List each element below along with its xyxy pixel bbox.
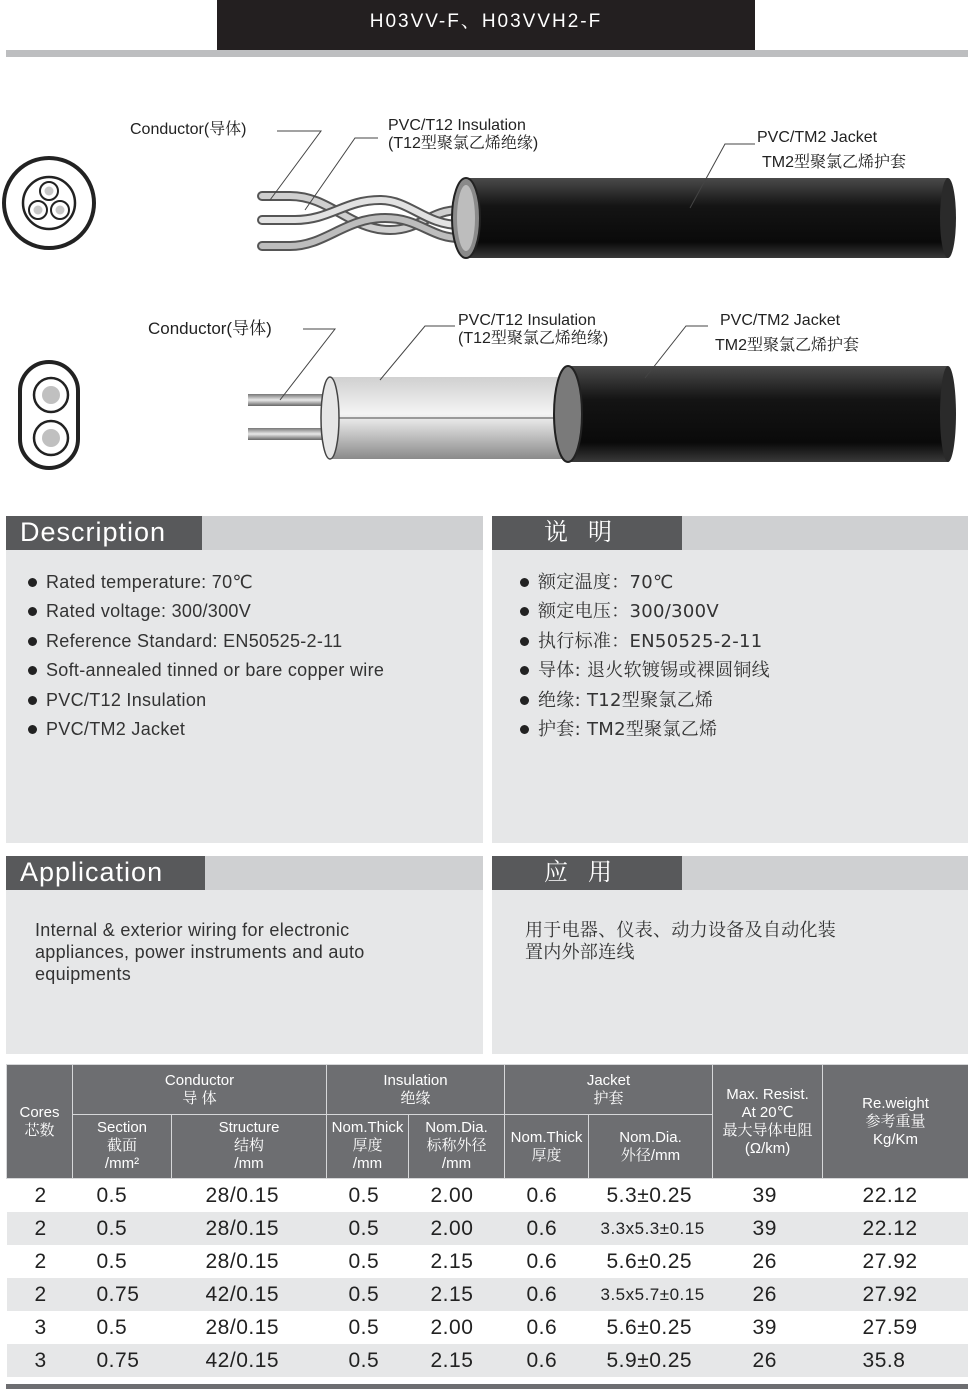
header-max-resist: Max. Resist. At 20℃ 最大导体电阻 (Ω/km) (713, 1065, 823, 1179)
round-conductor-label: Conductor(导体) (130, 121, 247, 138)
bottom-divider (6, 1384, 968, 1389)
flat-insulation-label (458, 312, 608, 349)
round-jacket-label-en: PVC/TM2 Jacket (757, 129, 878, 146)
header-ins-thick: Nom.Thick 厚度 /mm (327, 1115, 409, 1179)
description-heading-en: Description (6, 516, 202, 550)
flat-cable-side-view (248, 366, 956, 462)
flat-insulation-label-cn: (T12型聚氯乙烯绝缘) (458, 330, 609, 348)
flat-jacket-label-cn: TM2型聚氯乙烯护套 (715, 337, 860, 354)
round-cable-side-view (262, 178, 956, 258)
table-row: 2 0.5 28/0.15 0.5 2.00 0.6 5.3±0.25 39 22.12 (7, 1179, 968, 1213)
header-ins-dia: Nom.Dia. 标称外径 /mm (409, 1115, 505, 1179)
page-title: H03VV-F、H03VVH2-F (217, 0, 755, 50)
header-jk-thick: Nom.Thick 厚度 (505, 1115, 589, 1179)
description-list-en (26, 568, 384, 744)
table-row: 2 0.5 28/0.15 0.5 2.15 0.6 5.6±0.25 26 27.92 (7, 1245, 968, 1278)
application-text-en: Internal & exterior wiring for electronic appliances, power instruments and auto equipments (35, 920, 365, 984)
description-list-cn (518, 568, 770, 744)
round-cable-cross-section (4, 158, 94, 248)
list-item: Rated temperature: 70℃ (26, 568, 384, 597)
round-insulation-label-cn: (T12型聚氯乙烯绝缘) (388, 135, 539, 153)
header-conductor: Conductor 导 体 (73, 1065, 327, 1115)
table-row: 2 0.75 42/0.15 0.5 2.15 0.6 3.5x5.7±0.15 26 27.92 (7, 1278, 968, 1311)
spec-table (6, 1064, 968, 1377)
list-item: 额定温度：70℃ (518, 568, 770, 597)
round-insulation-label (388, 117, 538, 154)
header-cores: Cores 芯数 (7, 1065, 73, 1179)
header-jk-dia: Nom.Dia. 外径/mm (589, 1115, 713, 1179)
description-panel-en (6, 516, 483, 843)
table-row: 3 0.75 42/0.15 0.5 2.15 0.6 5.9±0.25 26 35.8 (7, 1344, 968, 1377)
title-divider (6, 50, 968, 57)
header-structure: Structure 结构 /mm (172, 1115, 327, 1179)
application-text-cn: 用于电器、仪表、动力设备及自动化装 置内外部连线 (525, 920, 837, 963)
application-heading-en: Application (6, 856, 205, 890)
header-weight: Re.weight 参考重量 Kg/Km (823, 1065, 968, 1179)
list-item: Rated voltage: 300/300V (26, 597, 384, 626)
application-heading-cn: 应用 (492, 856, 682, 890)
list-item: Soft-annealed tinned or bare copper wire (26, 656, 384, 685)
list-item: 绝缘: T12型聚氯乙烯 (518, 686, 770, 715)
list-item: 执行标准：EN50525-2-11 (518, 627, 770, 656)
list-item: 额定电压：300/300V (518, 597, 770, 626)
flat-jacket-label-en: PVC/TM2 Jacket (720, 312, 841, 329)
application-panel-cn (492, 856, 968, 1054)
table-row: 2 0.5 28/0.15 0.5 2.00 0.6 3.3x5.3±0.15 39 22.12 (7, 1212, 968, 1245)
header-section: Section 截面 /mm² (73, 1115, 172, 1179)
list-item: PVC/TM2 Jacket (26, 715, 384, 744)
description-panel-cn (492, 516, 968, 843)
flat-conductor-label: Conductor(导体) (148, 319, 272, 338)
list-item: 导体: 退火软镀锡或裸圆铜线 (518, 656, 770, 685)
header-insulation: Insulation 绝缘 (327, 1065, 505, 1115)
application-panel-en (6, 856, 483, 1054)
list-item: 护套: TM2型聚氯乙烯 (518, 715, 770, 744)
list-item: PVC/T12 Insulation (26, 686, 384, 715)
list-item: Reference Standard: EN50525-2-11 (26, 627, 384, 656)
flat-cable-cross-section (20, 362, 78, 468)
round-jacket-label-cn: TM2型聚氯乙烯护套 (762, 154, 907, 171)
flat-insulation-label-en: PVC/T12 Insulation (458, 312, 596, 329)
header-jacket: Jacket 护套 (505, 1065, 713, 1115)
description-heading-cn: 说明 (492, 516, 682, 550)
table-row: 3 0.5 28/0.15 0.5 2.00 0.6 5.6±0.25 39 27.59 (7, 1311, 968, 1344)
round-insulation-label-en: PVC/T12 Insulation (388, 117, 526, 134)
